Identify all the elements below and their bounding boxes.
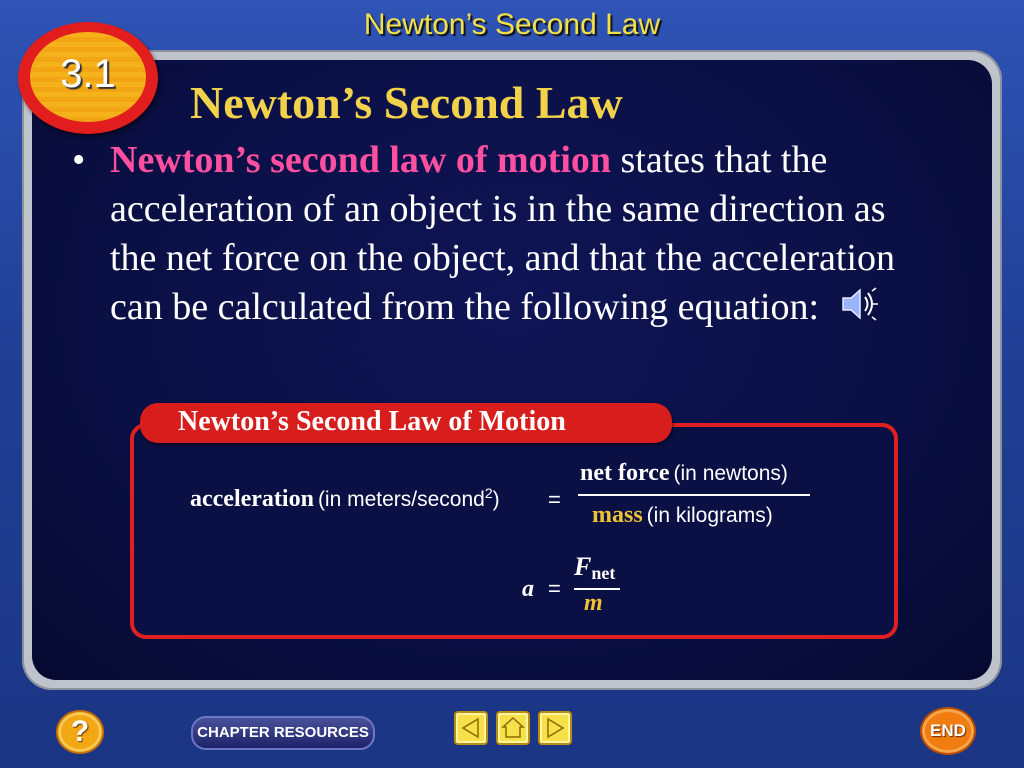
section-number: 3.1 — [60, 52, 116, 96]
bullet-text: states that the acceleration of an object is in the same direction as the net force on the object, and that the acceleration can be calculated from the following equation: — [110, 139, 895, 328]
previous-button[interactable] — [454, 711, 488, 745]
symbol-numerator — [574, 552, 615, 584]
next-button[interactable] — [538, 711, 572, 745]
header-title: Newton’s Second Law — [363, 8, 661, 41]
equation-box — [130, 423, 898, 639]
denominator-label: mass — [592, 502, 643, 528]
symbol-a: a — [522, 576, 534, 602]
bullet-content — [110, 136, 922, 336]
numerator — [580, 460, 788, 487]
word-equation-lhs — [190, 485, 500, 513]
denominator-unit: (in kilograms) — [646, 504, 773, 527]
symbol-net: net — [591, 563, 616, 584]
equals-sign: = — [548, 487, 561, 512]
word-fraction-bar — [578, 494, 810, 496]
lhs-unit-suffix: ) — [492, 488, 500, 511]
numerator-label: net force — [580, 460, 670, 486]
section-badge-inner — [30, 32, 146, 122]
chapter-resources-button[interactable]: CHAPTER RESOURCES — [191, 716, 375, 750]
lhs-label: acceleration — [190, 486, 314, 512]
end-button[interactable]: END — [920, 707, 976, 755]
equation-box-title: Newton’s Second Law of Motion — [178, 406, 566, 437]
previous-arrow-icon — [456, 713, 486, 743]
lhs-unit-prefix: (in meters/second — [317, 488, 485, 511]
equation-box-title-tab — [140, 403, 672, 443]
numerator-unit: (in newtons) — [673, 462, 788, 485]
lhs-unit — [317, 485, 500, 511]
bullet-marker: • — [72, 139, 86, 181]
home-button[interactable] — [496, 711, 530, 745]
help-button[interactable]: ? — [56, 710, 104, 754]
bullet-paragraph — [72, 136, 922, 336]
home-icon — [498, 713, 528, 743]
next-arrow-icon — [540, 713, 570, 743]
denominator — [592, 502, 773, 529]
symbol-F: F — [574, 552, 592, 581]
symbol-m: m — [584, 590, 603, 616]
section-badge — [18, 22, 158, 134]
lhs-unit-exponent: 2 — [484, 485, 493, 501]
key-term: Newton’s second law of motion — [110, 139, 612, 181]
symbol-equals: = — [548, 576, 561, 601]
slide-title: Newton’s Second Law — [190, 77, 623, 128]
speaker-icon[interactable] — [839, 285, 879, 336]
